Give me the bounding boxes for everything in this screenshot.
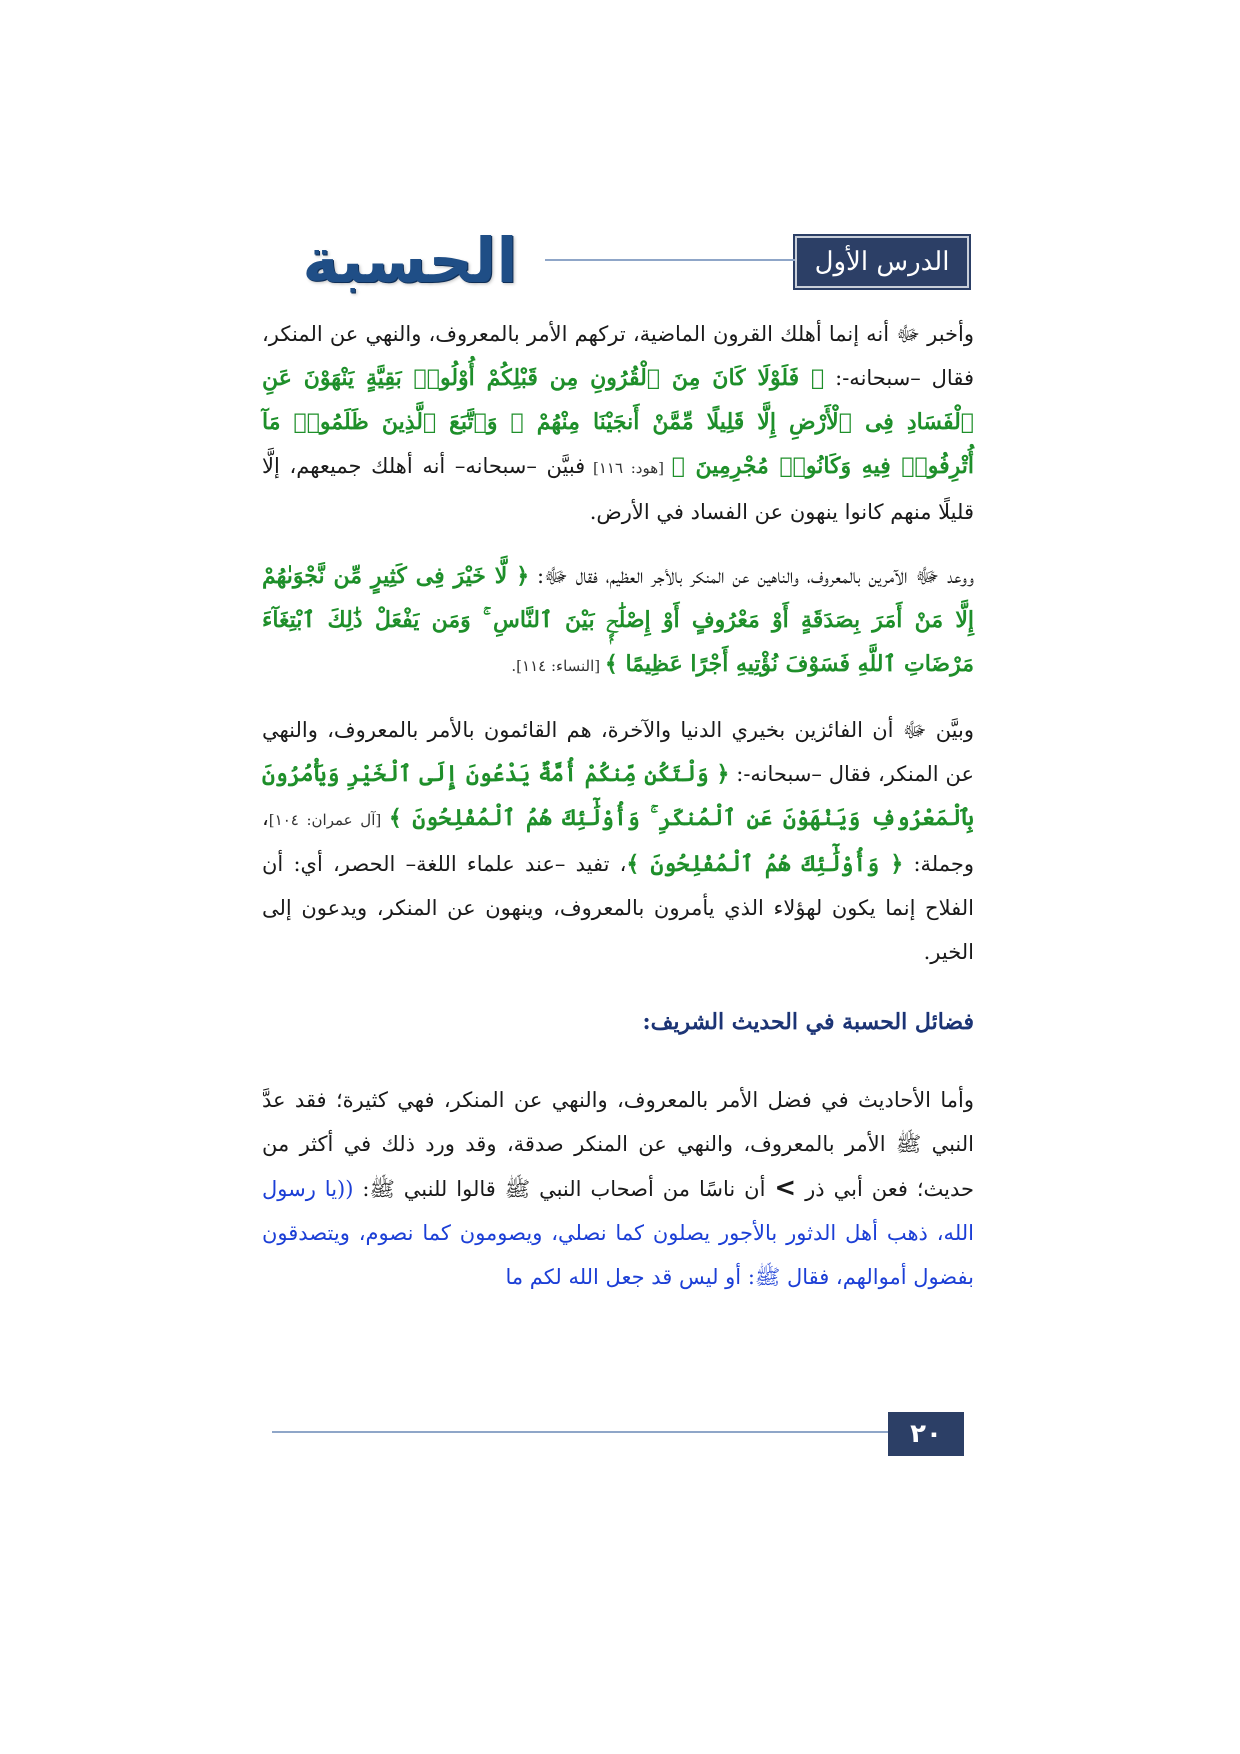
paragraph-3-text-3: ، تفيد –عند علماء اللغة– الحصر، أي: أن الفلاح إنما يكون لهؤلاء الذي يأمرون بالمعروف، وينهون عن المنكر، ويدعون إلى الخير.	[262, 852, 974, 964]
page-number: ٢٠	[888, 1412, 964, 1456]
paragraph-3-text-2: ، وجملة:	[262, 806, 974, 876]
paragraph-2	[262, 554, 974, 688]
page-title: الحسبة	[302, 224, 518, 297]
quran-verse-hud: ﴿ فَلَوْلَا كَانَ مِنَ ٱلْقُرُونِ مِن قَبْلِكُمْ أُوْلُوا۟ بَقِيَّةٍ يَنْهَوْنَ عَنِ ٱلْفَسَادِ فِى ٱلْأَرْضِ إِلَّا قَلِيلًا مِّمَّنْ أَنجَيْنَا مِنْهُمْ ۗ وَٱتَّبَعَ ٱلَّذِينَ ظَلَمُوا۟ مَآ أُتْرِفُوا۟ فِيهِ وَكَانُوا۟ مُجْرِمِينَ ﴾	[262, 365, 975, 479]
paragraph-3-text: وبيَّن ﷻ أن الفائزين بخيري الدنيا والآخرة، هم القائمون بالأمر بالمعروف، والنهي عن المنكر، فقال –سبحانه-:	[262, 718, 974, 786]
companion-mark-icon: >	[774, 1173, 797, 1203]
section-heading: فضائل الحسبة في الحديث الشريف:	[642, 1009, 974, 1035]
verse-reference-nisa: [النساء: ١١٤].	[511, 657, 605, 675]
paragraph-4-text-2: أن ناسًا من أصحاب النبي ﷺ قالوا للنبي ﷺ:	[353, 1177, 775, 1201]
paragraph-4-text: وأما الأحاديث في فضل الأمر بالمعروف، والنهي عن المنكر، فهي كثيرة؛ فقد عدَّ النبي ﷺ الأمر بالمعروف، والنهي عن المنكر صدقة، وقد ورد ذلك في أكثر من حديث؛ فعن أبي ذر	[262, 1088, 974, 1201]
header-divider	[545, 259, 795, 261]
quran-verse-al-imran: ﴿ وَلْتَكُن مِّنكُمْ أُمَّةٌ يَدْعُونَ إِلَى ٱلْخَيْرِ وَيَأْمُرُونَ بِٱلْمَعْرُوفِ وَيَنْهَوْنَ عَنِ ٱلْمُنكَرِ ۚ وَأُوْلَٰٓئِكَ هُمُ ٱلْمُفْلِحُونَ ﴾	[262, 761, 974, 831]
footer-divider	[272, 1431, 888, 1433]
paragraph-1	[262, 312, 974, 534]
quran-verse-nisa: ﴿ لَّا خَيْرَ فِى كَثِيرٍ مِّن نَّجْوَىٰهُمْ إِلَّا مَنْ أَمَرَ بِصَدَقَةٍ أَوْ مَعْرُوفٍ أَوْ إِصْلَٰحٍۭ بَيْنَ ٱلنَّاسِ ۚ وَمَن يَفْعَلْ ذَٰلِكَ ٱبْتِغَآءَ مَرْضَاتِ ٱللَّهِ فَسَوْفَ نُؤْتِيهِ أَجْرًا عَظِيمًا ﴾	[262, 563, 974, 677]
paragraph-1-text-2: فبيَّن –سبحانه– أنه أهلك جميعهم، إلَّا قليلًا منهم كانوا ينهون عن الفساد في الأرض.	[262, 454, 974, 524]
paragraph-1-text: وأخبر ﷻ أنه إنما أهلك القرون الماضية، تركهم الأمر بالمعروف، والنهي عن المنكر، فقال –سبحانه-:	[262, 322, 974, 390]
paragraph-4	[262, 1078, 974, 1299]
main-content	[262, 312, 974, 1319]
hadith-quote: ((يا رسول الله، ذهب أهل الدثور بالأجور يصلون كما نصلي، ويصومون كما نصوم، ويتصدقون بفضول أموالهم، فقال ﷺ: أو ليس قد جعل الله لكم ما	[262, 1177, 974, 1289]
paragraph-2-text: ووعد ﷻ الآمرين بالمعروف، والناهين عن المنكر بالأجر العظيم، فقال ﷻ:	[529, 564, 975, 588]
lesson-label: الدرس الأول	[795, 236, 969, 288]
verse-reference-hud: [هود: ١١٦]	[585, 459, 672, 477]
verse-reference-al-imran: [آل عمران: ١٠٤]	[268, 811, 389, 829]
quran-verse-excerpt: ﴿ وَأُوْلَٰٓئِكَ هُمُ ٱلْمُفْلِحُونَ ﴾	[626, 851, 904, 877]
paragraph-3	[262, 708, 974, 974]
